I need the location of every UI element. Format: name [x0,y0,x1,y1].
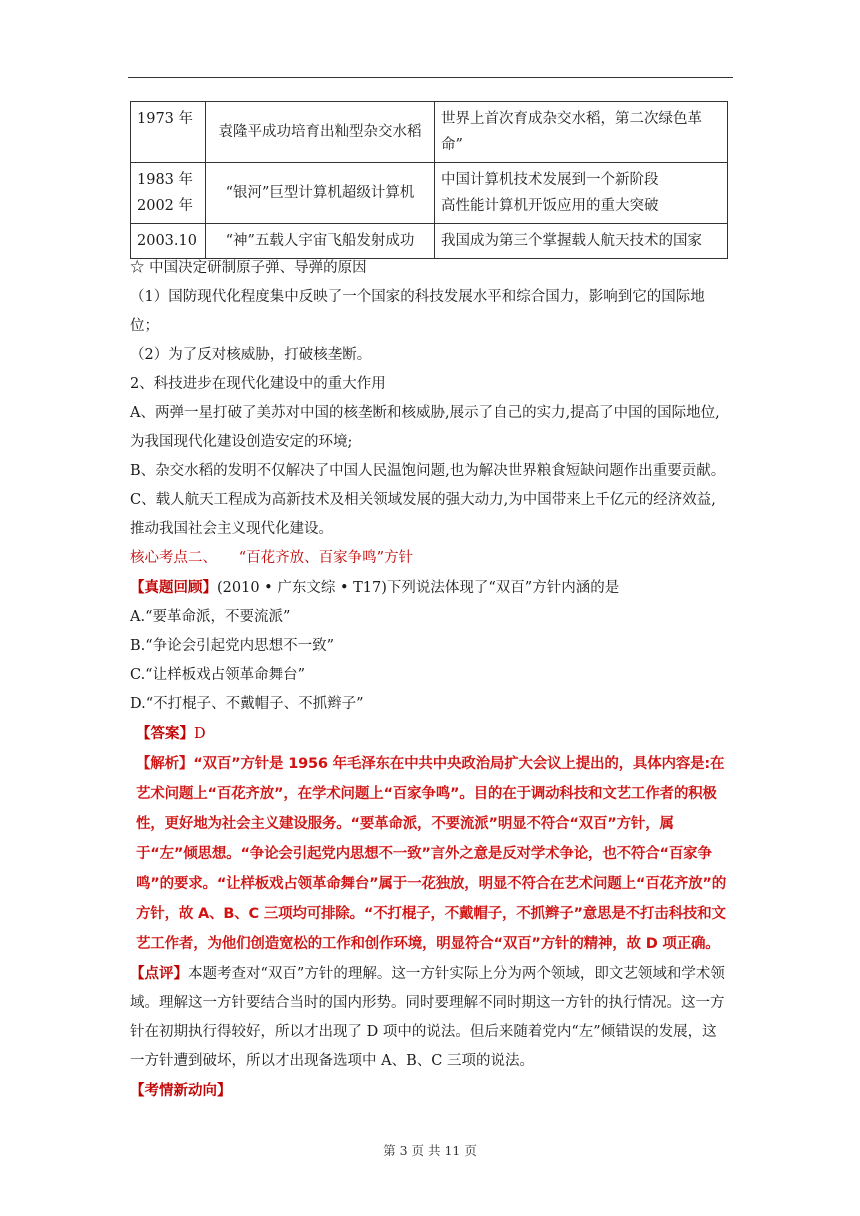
main-content [130,254,730,1105]
reasons-heading: ☆ 中国决定研制原子弹、导弹的原因 [130,260,367,276]
table-cell-event: “神”五载人宇宙飞船发射成功 [206,224,435,259]
table-row [131,163,728,224]
reason-2: （2）为了反对核威胁，打破核垄断。 [130,347,372,363]
question-tag: 【真题回顾】 [130,579,217,596]
reason-1: （1）国防现代化程度集中反映了一个国家的科技发展水平和综合国力，影响到它的国际地位； [130,289,705,334]
option-d: D.“不打棍子、不戴帽子、不抓辫子” [130,696,364,712]
header-rule [128,77,733,78]
table-row [131,102,728,163]
table-cell-event: 袁隆平成功培育出籼型杂交水稻 [206,102,435,163]
role-a: A、两弹一星打破了美苏对中国的核垄断和核威胁,展示了自己的实力,提高了中国的国际地位,为我国现代化建设创造安定的环境; [130,405,720,450]
page-footer: 第 3 页 共 11 页 [383,1143,477,1158]
answer-tag: 【答案】 [136,725,194,742]
option-a: A.“要革命派，不要流派” [130,609,291,625]
question-stem [130,573,730,603]
analysis-paragraph [130,749,730,959]
analysis-text: “双百”方针是 1956 年毛泽东在中共中央政治局扩大会议上提出的，具体内容是:在艺术问题上“百花齐放”，在学术问题上“百家争鸣”。目的在于调动科技和文艺工作者的积极性，更好地为社会主义建设服务。“要革命派，不要流派”明显不符合“双百”方针，属于“左”倾思想。“争论会引起党内思想不一致”言外之意是反对学术争论，也不符合“百家争鸣”的要求。“让样板戏占领革命舞台”属于一花独放，明显不符合在艺术问题上“百花齐放”的方针，故 A、B、C 三项均可排除。“不打棍子，不戴帽子，不抓辫子”意思是不打击科技和文艺工作者，为他们创造宽松的工作和创作环境，明显符合“双百”方针的精神，故 D 项正确。 [136,756,727,952]
answer-value: D [194,726,206,742]
option-b: B.“争论会引起党内思想不一致” [130,638,335,654]
table-cell-year: 1973 年 [131,102,206,163]
answer-line [130,719,730,749]
table-cell-year: 1983 年 2002 年 [131,163,206,224]
role-c: C、载人航天工程成为高新技术及相关领域发展的强大动力,为中国带来上千亿元的经济效益,推动我国社会主义现代化建设。 [130,492,716,537]
question-text: (2010 • 广东文综 • T17)下列说法体现了“双百”方针内涵的是 [217,580,620,596]
table-cell-year: 2003.10 [131,224,206,259]
timeline-table [130,101,728,259]
section-title: 核心考点二、 “百花齐放、百家争鸣”方针 [130,550,414,566]
table-cell-meaning: 我国成为第三个掌握载人航天技术的国家 [435,224,728,259]
role-heading: 2、科技进步在现代化建设中的重大作用 [130,376,386,392]
table-cell-meaning: 世界上首次育成杂交水稻，第二次绿色革命” [435,102,728,163]
trends-heading: 【考情新动向】 [130,1082,232,1099]
table-cell-meaning: 中国计算机技术发展到一个新阶段 高性能计算机开饭应用的重大突破 [435,163,728,224]
analysis-tag: 【解析】 [136,756,194,772]
comment-text: 本题考查对“双百”方针的理解。这一方针实际上分为两个领域，即文艺领域和学术领域。理解这一方针要结合当时的国内形势。同时要理解不同时期这一方针的执行情况。这一方针在初期执行得较好，所以才出现了 D 项中的说法。但后来随着党内“左”倾错误的发展，这一方针遭到破坏，所以才出现备选项中 A、B、C 三项的说法。 [130,966,725,1069]
comment-tag: 【点评】 [130,965,188,982]
option-c: C.“让样板戏占领革命舞台” [130,667,306,683]
table-cell-event: “银河”巨型计算机超级计算机 [206,163,435,224]
comment-paragraph [130,959,730,1076]
role-b: B、杂交水稻的发明不仅解决了中国人民温饱问题,也为解决世界粮食短缺问题作出重要贡献。 [130,463,726,479]
